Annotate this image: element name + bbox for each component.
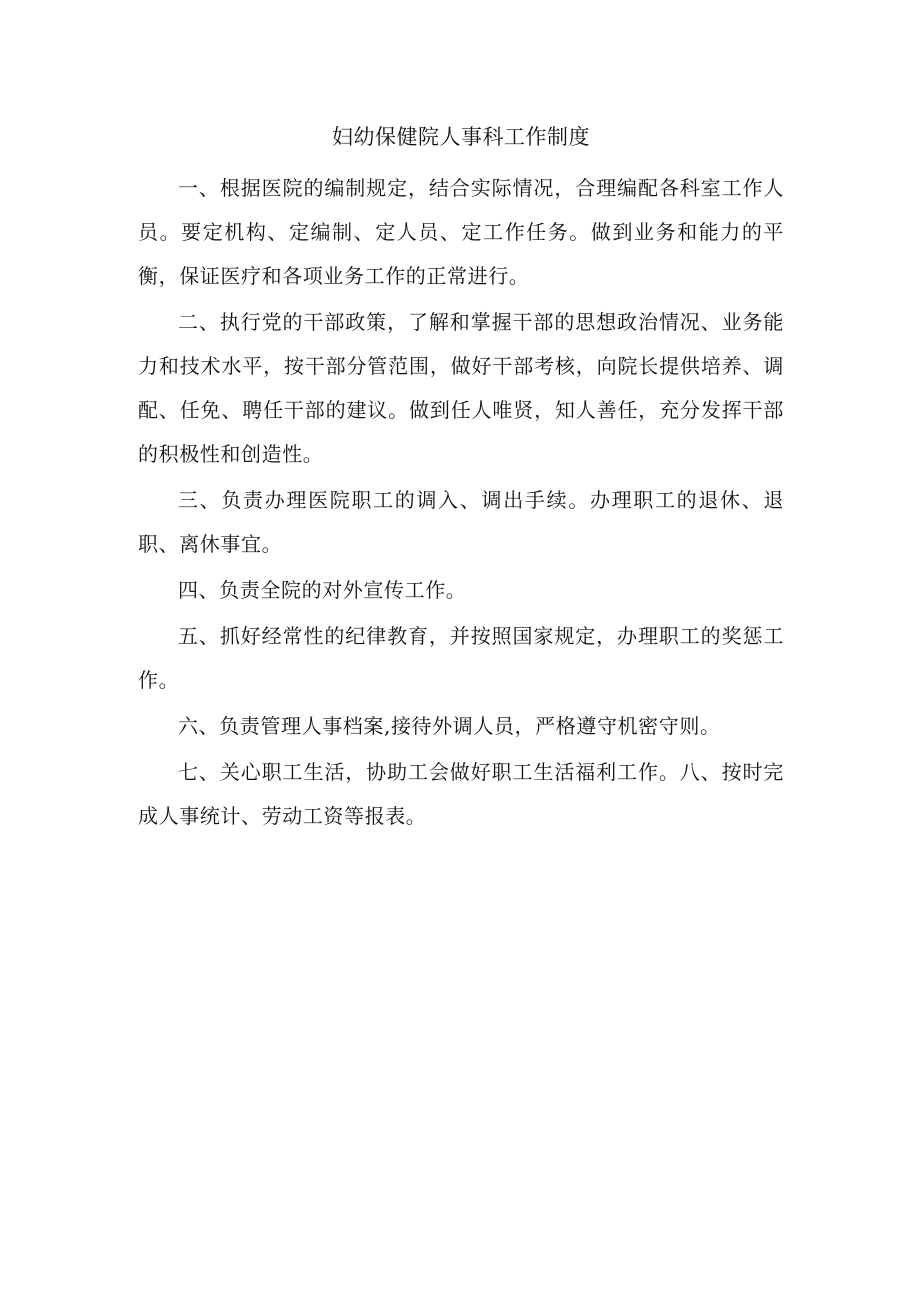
paragraph-4: 四、负责全院的对外宣传工作。 [178, 578, 467, 602]
paragraph-1: 一、根据医院的编制规定，结合实际情况，合理编配各科室工作人员。要定机构、定编制、定人员、定工作任务。做到业务和能力的平衡，保证医疗和各项业务工作的正常进行。 [138, 176, 784, 288]
paragraph-3: 三、负责办理医院职工的调入、调出手续。办理职工的退休、退职、离休事宜。 [138, 488, 784, 556]
paragraph-7: 七、关心职工生活，协助工会做好职工生活福利工作。八、按时完成人事统计、劳动工资等报表。 [138, 760, 784, 828]
paragraph-6: 六、负责管理人事档案,接待外调人员，严格遵守机密守则。 [178, 714, 721, 738]
document-page [138, 118, 784, 840]
paragraph-5: 五、抓好经常性的纪律教育，并按照国家规定，办理职工的奖惩工作。 [138, 624, 784, 692]
document-title: 妇幼保健院人事科工作制度 [332, 125, 590, 149]
paragraph-2: 二、执行党的干部政策，了解和掌握干部的思想政治情况、业务能力和技术水平，按干部分管范围，做好干部考核，向院长提供培养、调配、任免、聘任干部的建议。做到任人唯贤，知人善任，充分发挥干部的积极性和创造性。 [138, 310, 784, 466]
